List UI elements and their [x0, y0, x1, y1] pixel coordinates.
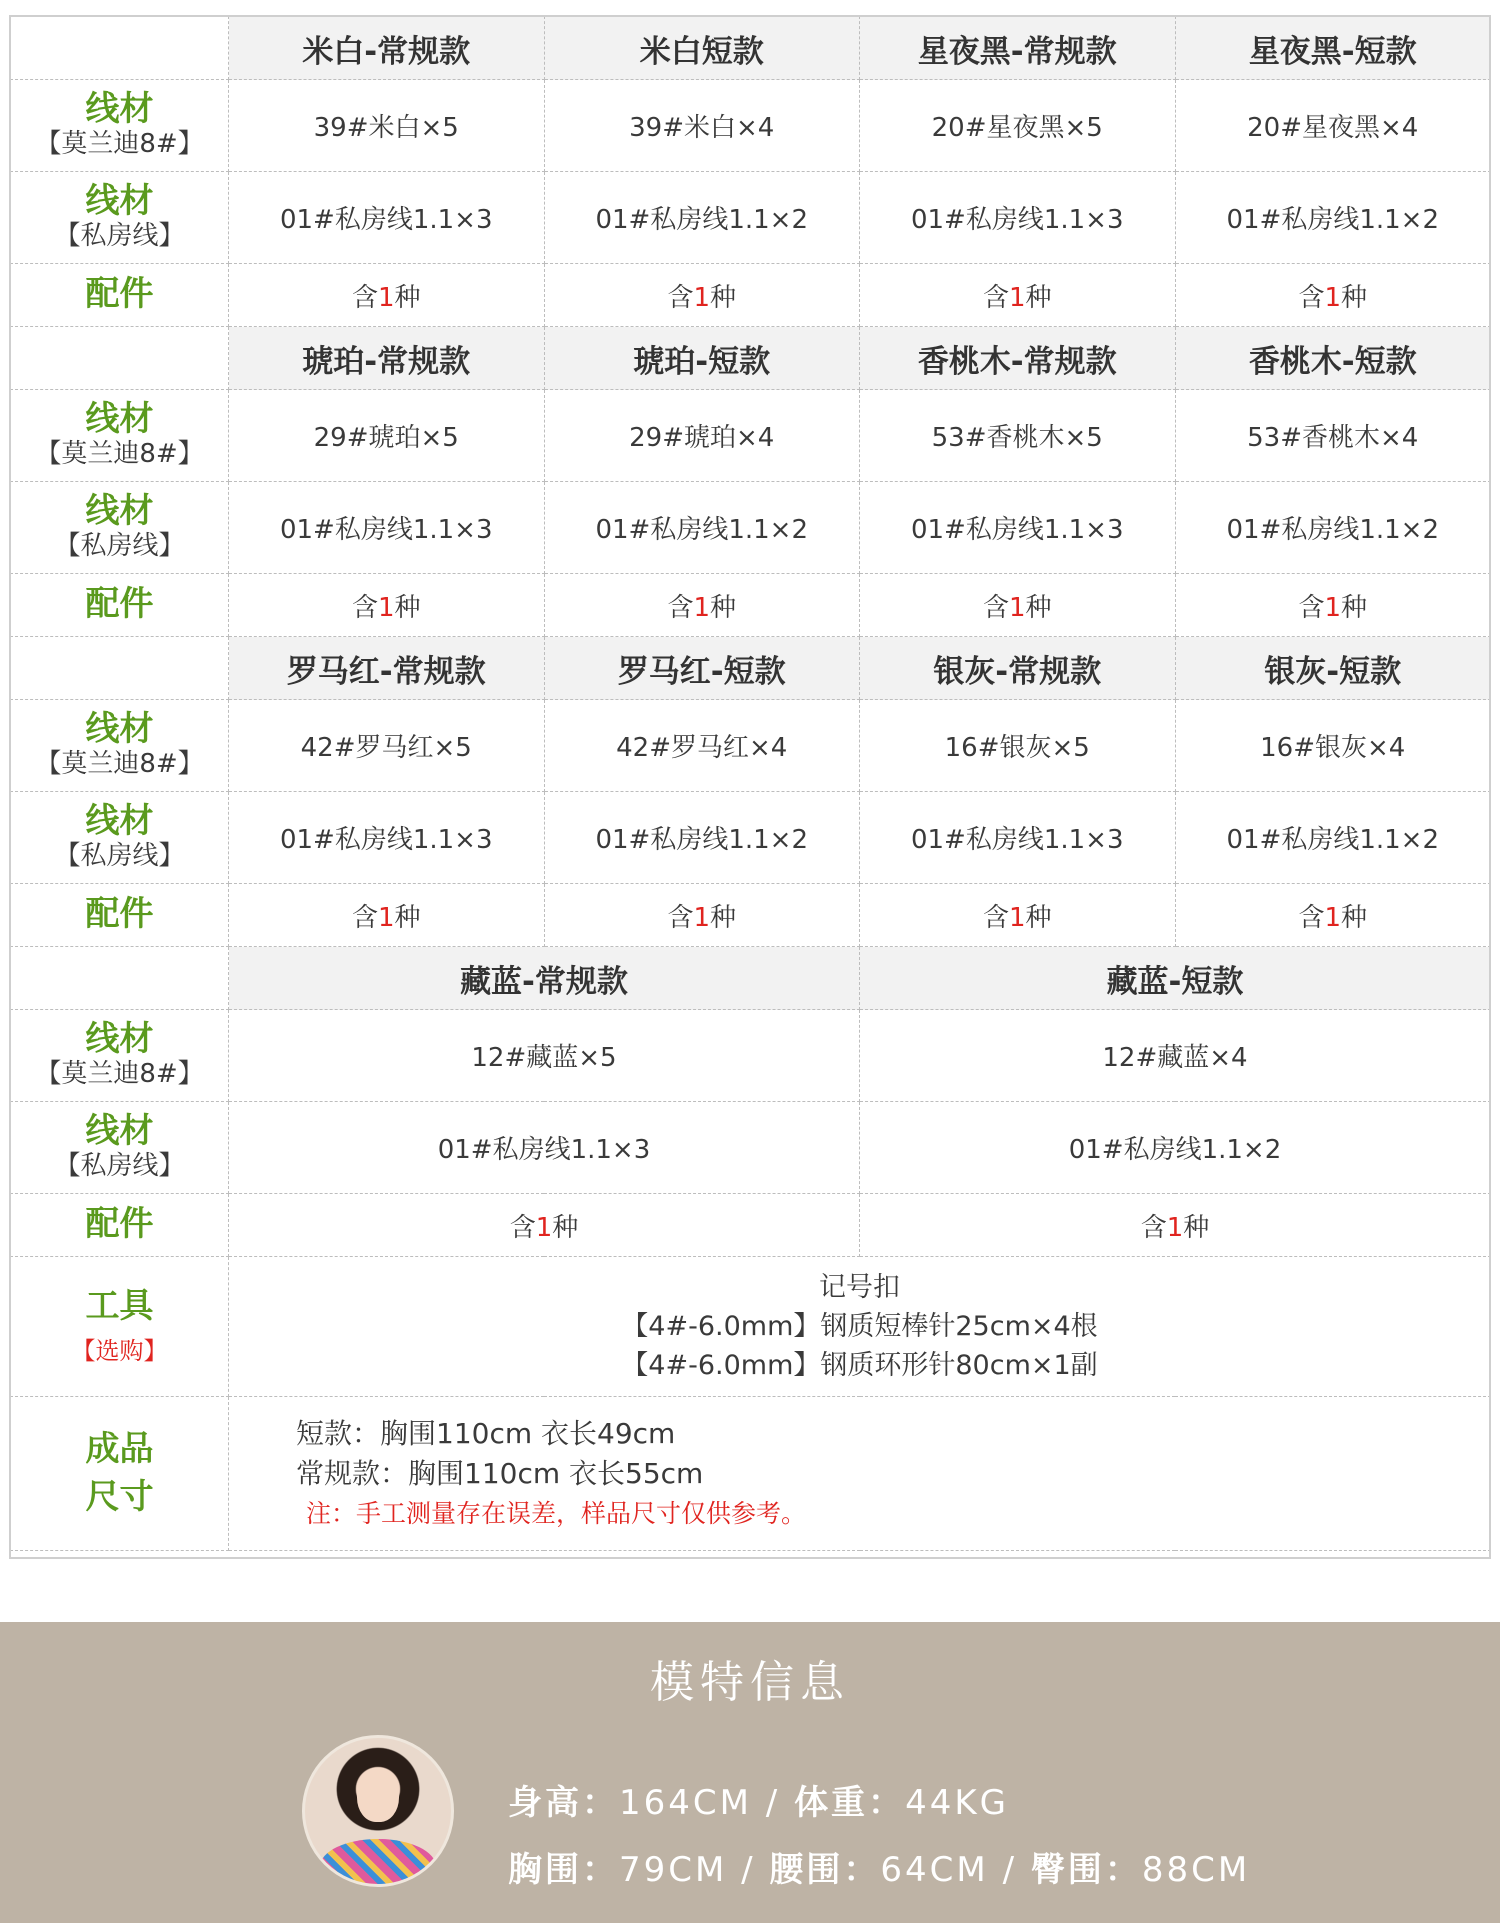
yarn-private-cell: 01#私房线1.1×2 — [1175, 792, 1491, 884]
yarn-morandi-row — [11, 80, 1491, 172]
yarn-private-cell: 01#私房线1.1×2 — [544, 172, 860, 264]
tools-label-cell — [11, 1257, 229, 1397]
yarn-morandi-cell: 16#银灰×4 — [1175, 700, 1491, 792]
height-value: 164CM — [619, 1783, 752, 1823]
corner-cell — [11, 327, 229, 390]
yarn-morandi-label: 线材 — [85, 709, 154, 750]
yarn-morandi-label-cell — [11, 700, 229, 792]
accessory-count: 1 — [377, 902, 395, 933]
accessory-suffix: 种 — [1341, 282, 1368, 313]
tool-item: 【4#-6.0mm】钢质环形针80cm×1副 — [621, 1350, 1098, 1381]
yarn-morandi-cell: 20#星夜黑×5 — [860, 80, 1176, 172]
yarn-morandi-cell: 12#藏蓝×5 — [229, 1010, 860, 1102]
accessory-suffix: 种 — [1025, 902, 1052, 933]
tools-cell — [229, 1257, 1491, 1397]
yarn-morandi-cell: 39#米白×4 — [544, 80, 860, 172]
size-note: 注：手工测量存在误差，样品尺寸仅供参考。 — [306, 1498, 807, 1528]
yarn-morandi-cell: 53#香桃木×5 — [860, 390, 1176, 482]
yarn-morandi-label-cell — [11, 1010, 229, 1102]
yarn-morandi-label: 线材 — [85, 89, 154, 130]
variant-header: 银灰-常规款 — [860, 637, 1176, 700]
yarn-morandi-row — [11, 700, 1491, 792]
accessory-prefix: 含 — [1298, 902, 1325, 933]
yarn-morandi-cell: 12#藏蓝×4 — [860, 1010, 1491, 1102]
accessory-cell — [544, 884, 860, 947]
yarn-morandi-row — [11, 390, 1491, 482]
bust-value: 79CM — [619, 1850, 728, 1890]
accessory-cell — [1175, 264, 1491, 327]
hip-label: 臀围： — [1030, 1850, 1142, 1890]
yarn-private-label-cell — [11, 482, 229, 574]
accessory-count: 1 — [1008, 902, 1026, 933]
accessory-prefix: 含 — [1298, 282, 1325, 313]
tools-sublabel: 【选购】 — [71, 1336, 168, 1365]
size-short: 短款：胸围110cm 衣长49cm — [296, 1416, 676, 1450]
yarn-private-label: 线材 — [85, 1111, 154, 1152]
accessory-suffix: 种 — [1183, 1212, 1210, 1243]
accessory-count: 1 — [535, 1212, 553, 1243]
accessory-cell — [860, 264, 1176, 327]
accessory-prefix: 含 — [509, 1212, 536, 1243]
accessory-suffix: 种 — [1025, 592, 1052, 623]
yarn-private-sublabel: 【私房线】 — [54, 841, 185, 872]
accessory-count: 1 — [1166, 1212, 1184, 1243]
size-label-line2: 尺寸 — [85, 1476, 154, 1517]
separator: / — [727, 1850, 770, 1890]
accessory-cell — [1175, 574, 1491, 637]
yarn-morandi-cell: 20#星夜黑×4 — [1175, 80, 1491, 172]
accessory-cell — [860, 574, 1176, 637]
accessory-label-cell — [11, 884, 229, 947]
accessory-label-cell — [11, 574, 229, 637]
accessory-suffix: 种 — [710, 592, 737, 623]
variant-header: 罗马红-短款 — [544, 637, 860, 700]
accessory-prefix: 含 — [1298, 592, 1325, 623]
accessory-count: 1 — [693, 592, 711, 623]
accessory-prefix: 含 — [982, 592, 1009, 623]
separator: / — [988, 1850, 1031, 1890]
accessory-row — [11, 884, 1491, 947]
yarn-private-row — [11, 1102, 1491, 1194]
variant-header: 星夜黑-短款 — [1175, 17, 1491, 80]
model-info-title: 模特信息 — [650, 1657, 850, 1708]
accessory-cell — [860, 884, 1176, 947]
accessory-label-cell — [11, 1194, 229, 1257]
waist-value: 64CM — [880, 1850, 989, 1890]
variant-header: 琥珀-常规款 — [229, 327, 545, 390]
corner-cell — [11, 17, 229, 80]
yarn-private-label: 线材 — [85, 181, 154, 222]
accessory-prefix: 含 — [351, 902, 378, 933]
yarn-private-cell: 01#私房线1.1×3 — [229, 482, 545, 574]
yarn-private-sublabel: 【私房线】 — [54, 221, 185, 252]
accessory-prefix: 含 — [667, 902, 694, 933]
materials-table-body — [11, 17, 1491, 1551]
weight-value: 44KG — [905, 1783, 1009, 1823]
yarn-morandi-sublabel: 【莫兰迪8#】 — [35, 129, 204, 160]
yarn-private-label-cell — [11, 172, 229, 264]
yarn-morandi-cell: 53#香桃木×4 — [1175, 390, 1491, 482]
accessory-count: 1 — [1324, 282, 1342, 313]
yarn-private-cell: 01#私房线1.1×3 — [860, 792, 1176, 884]
yarn-morandi-cell: 16#银灰×5 — [860, 700, 1176, 792]
yarn-private-row — [11, 792, 1491, 884]
accessory-cell — [544, 264, 860, 327]
yarn-private-cell: 01#私房线1.1×3 — [860, 482, 1176, 574]
accessory-cell — [229, 264, 545, 327]
accessory-label: 配件 — [85, 1204, 154, 1245]
accessory-row — [11, 574, 1491, 637]
yarn-morandi-label-cell — [11, 390, 229, 482]
accessory-prefix: 含 — [667, 592, 694, 623]
tool-item: 记号扣 — [819, 1272, 900, 1303]
variant-header: 藏蓝-常规款 — [229, 947, 860, 1010]
accessory-suffix: 种 — [394, 282, 421, 313]
yarn-private-cell: 01#私房线1.1×2 — [860, 1102, 1491, 1194]
yarn-morandi-cell: 39#米白×5 — [229, 80, 545, 172]
yarn-private-cell: 01#私房线1.1×3 — [229, 792, 545, 884]
yarn-private-label-cell — [11, 792, 229, 884]
separator: / — [751, 1783, 795, 1823]
accessory-cell — [1175, 884, 1491, 947]
yarn-morandi-sublabel: 【莫兰迪8#】 — [35, 749, 204, 780]
accessory-prefix: 含 — [982, 902, 1009, 933]
size-label-cell — [11, 1397, 229, 1551]
accessory-cell — [860, 1194, 1491, 1257]
size-regular: 常规款：胸围110cm 衣长55cm — [296, 1456, 704, 1490]
yarn-private-cell: 01#私房线1.1×2 — [1175, 482, 1491, 574]
yarn-private-cell: 01#私房线1.1×2 — [1175, 172, 1491, 264]
model-line-height-weight — [508, 1775, 1009, 1824]
height-label: 身高： — [508, 1783, 619, 1823]
yarn-morandi-sublabel: 【莫兰迪8#】 — [35, 439, 204, 470]
yarn-private-cell: 01#私房线1.1×3 — [229, 172, 545, 264]
accessory-label: 配件 — [85, 584, 154, 625]
yarn-morandi-label-cell — [11, 80, 229, 172]
yarn-private-sublabel: 【私房线】 — [54, 1151, 185, 1182]
header-row — [11, 327, 1491, 390]
model-avatar — [302, 1735, 454, 1887]
accessory-cell — [544, 574, 860, 637]
variant-header: 香桃木-短款 — [1175, 327, 1491, 390]
accessory-prefix: 含 — [982, 282, 1009, 313]
yarn-private-label: 线材 — [85, 801, 154, 842]
yarn-morandi-row — [11, 1010, 1491, 1102]
accessory-row — [11, 264, 1491, 327]
avatar-shirt — [320, 1839, 436, 1887]
header-row — [11, 947, 1491, 1010]
yarn-morandi-cell: 42#罗马红×5 — [229, 700, 545, 792]
accessory-cell — [229, 1194, 860, 1257]
accessory-count: 1 — [693, 282, 711, 313]
variant-header: 香桃木-常规款 — [860, 327, 1176, 390]
accessory-suffix: 种 — [1025, 282, 1052, 313]
waist-label: 腰围： — [769, 1850, 881, 1890]
accessory-prefix: 含 — [667, 282, 694, 313]
corner-cell — [11, 637, 229, 700]
accessory-suffix: 种 — [1341, 592, 1368, 623]
accessory-count: 1 — [1324, 592, 1342, 623]
accessory-suffix: 种 — [552, 1212, 579, 1243]
model-line-measurements — [508, 1842, 1250, 1891]
size-cell — [229, 1397, 1491, 1551]
yarn-morandi-cell: 29#琥珀×4 — [544, 390, 860, 482]
tools-label: 工具 — [85, 1286, 154, 1327]
accessory-count: 1 — [377, 282, 395, 313]
accessory-cell — [229, 884, 545, 947]
accessory-count: 1 — [693, 902, 711, 933]
accessory-suffix: 种 — [710, 902, 737, 933]
hip-value: 88CM — [1141, 1850, 1251, 1890]
accessory-prefix: 含 — [351, 592, 378, 623]
materials-table — [10, 16, 1491, 1551]
yarn-private-row — [11, 172, 1491, 264]
accessory-suffix: 种 — [394, 902, 421, 933]
accessory-suffix: 种 — [710, 282, 737, 313]
yarn-private-label: 线材 — [85, 491, 154, 532]
yarn-private-cell: 01#私房线1.1×3 — [860, 172, 1176, 264]
accessory-count: 1 — [1324, 902, 1342, 933]
yarn-private-row — [11, 482, 1491, 574]
variant-header: 银灰-短款 — [1175, 637, 1491, 700]
yarn-morandi-label: 线材 — [85, 1019, 154, 1060]
yarn-morandi-cell: 42#罗马红×4 — [544, 700, 860, 792]
header-row — [11, 17, 1491, 80]
yarn-morandi-cell: 29#琥珀×5 — [229, 390, 545, 482]
accessory-count: 1 — [377, 592, 395, 623]
tool-item: 【4#-6.0mm】钢质短棒针25cm×4根 — [621, 1311, 1098, 1342]
accessory-suffix: 种 — [1341, 902, 1368, 933]
yarn-morandi-label: 线材 — [85, 399, 154, 440]
variant-header: 米白-常规款 — [229, 17, 545, 80]
accessory-label-cell — [11, 264, 229, 327]
yarn-private-label-cell — [11, 1102, 229, 1194]
size-row — [11, 1397, 1491, 1551]
variant-header: 藏蓝-短款 — [860, 947, 1491, 1010]
materials-table-container — [10, 16, 1491, 1551]
accessory-label: 配件 — [85, 274, 154, 315]
weight-label: 体重： — [794, 1783, 906, 1823]
accessory-cell — [229, 574, 545, 637]
corner-cell — [11, 947, 229, 1010]
accessory-prefix: 含 — [351, 282, 378, 313]
accessory-row — [11, 1194, 1491, 1257]
avatar-face — [357, 1768, 399, 1822]
variant-header: 罗马红-常规款 — [229, 637, 545, 700]
accessory-count: 1 — [1008, 592, 1026, 623]
size-label-line1: 成品 — [85, 1429, 154, 1470]
variant-header: 星夜黑-常规款 — [860, 17, 1176, 80]
yarn-private-cell: 01#私房线1.1×2 — [544, 482, 860, 574]
accessory-label: 配件 — [85, 894, 154, 935]
yarn-private-cell: 01#私房线1.1×2 — [544, 792, 860, 884]
accessory-suffix: 种 — [394, 592, 421, 623]
yarn-private-cell: 01#私房线1.1×3 — [229, 1102, 860, 1194]
accessory-count: 1 — [1008, 282, 1026, 313]
bust-label: 胸围： — [508, 1850, 619, 1890]
model-info-section — [0, 1622, 1500, 1923]
yarn-morandi-sublabel: 【莫兰迪8#】 — [35, 1059, 204, 1090]
variant-header: 米白短款 — [544, 17, 860, 80]
header-row — [11, 637, 1491, 700]
yarn-private-sublabel: 【私房线】 — [54, 531, 185, 562]
variant-header: 琥珀-短款 — [544, 327, 860, 390]
accessory-prefix: 含 — [1140, 1212, 1167, 1243]
tools-row — [11, 1257, 1491, 1397]
